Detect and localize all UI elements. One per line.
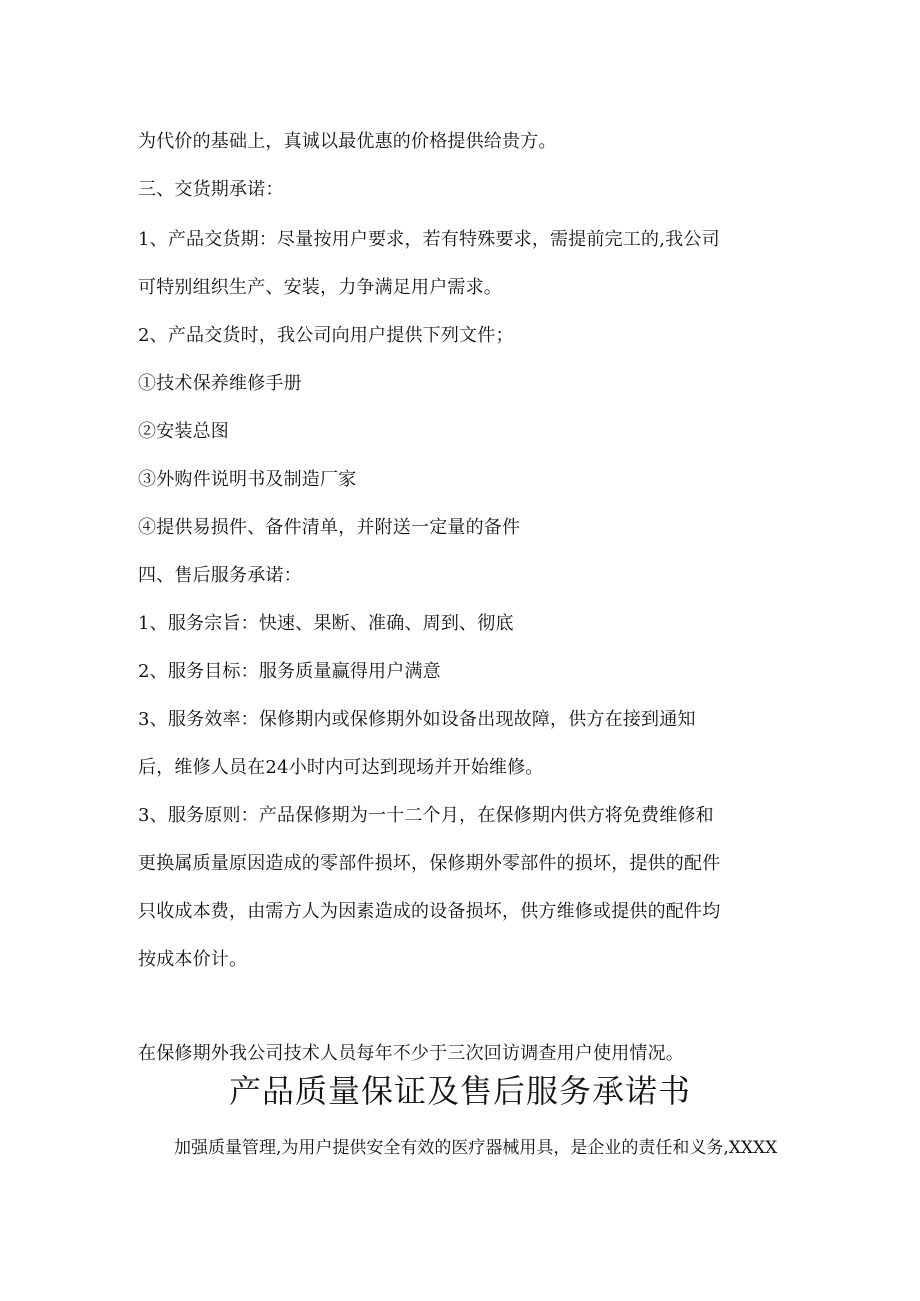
list-item-manual: ①技术保养维修手册 — [138, 373, 302, 394]
text-line-efficiency-1: 3、服务效率：保修期内或保修期外如设备出现故障，供方在接到通知 — [138, 709, 696, 730]
text-line-visits: 在保修期外我公司技术人员每年不少于三次回访调查用户使用情况。 — [138, 1043, 684, 1064]
section-heading-after-sales: 四、售后服务承诺： — [138, 565, 302, 586]
section-heading-delivery: 三、交货期承诺： — [138, 179, 284, 200]
text-line-principle-2: 更换属质量原因造成的零部件损坏，保修期外零部件的损坏，提供的配件 — [138, 853, 721, 874]
document-title: 产品质量保证及售后服务承诺书 — [228, 1072, 691, 1110]
text-line-documents: 2、产品交货时，我公司向用户提供下列文件； — [138, 325, 514, 346]
intro-paragraph: 加强质量管理,为用户提供安全有效的医疗器械用具，是企业的责任和义务,XXXX — [174, 1138, 778, 1158]
text-line-efficiency-2: 后，维修人员在24小时内可达到现场并开始维修。 — [138, 757, 544, 778]
text-line-principle-1: 3、服务原则：产品保修期为一十二个月，在保修期内供方将免费维修和 — [138, 805, 714, 826]
text-line-delivery-2: 可特别组织生产、安装，力争满足用户需求。 — [138, 277, 502, 298]
text-line-delivery-1: 1、产品交货期：尽量按用户要求，若有特殊要求，需提前完工的,我公司 — [138, 229, 720, 250]
list-item-outsourced: ③外购件说明书及制造厂家 — [138, 469, 357, 490]
text-line-principle-3: 只收成本费，由需方人为因素造成的设备损坏，供方维修或提供的配件均 — [138, 901, 721, 922]
list-item-drawing: ②安装总图 — [138, 421, 229, 442]
text-line-purpose: 1、服务宗旨：快速、果断、准确、周到、彻底 — [138, 613, 514, 634]
text-line-1: 为代价的基础上，真诚以最优惠的价格提供给贵方。 — [138, 131, 557, 152]
list-item-spare-parts: ④提供易损件、备件清单，并附送一定量的备件 — [138, 517, 521, 538]
text-line-goal: 2、服务目标：服务质量赢得用户满意 — [138, 661, 441, 682]
text-line-principle-4: 按成本价计。 — [138, 949, 248, 970]
